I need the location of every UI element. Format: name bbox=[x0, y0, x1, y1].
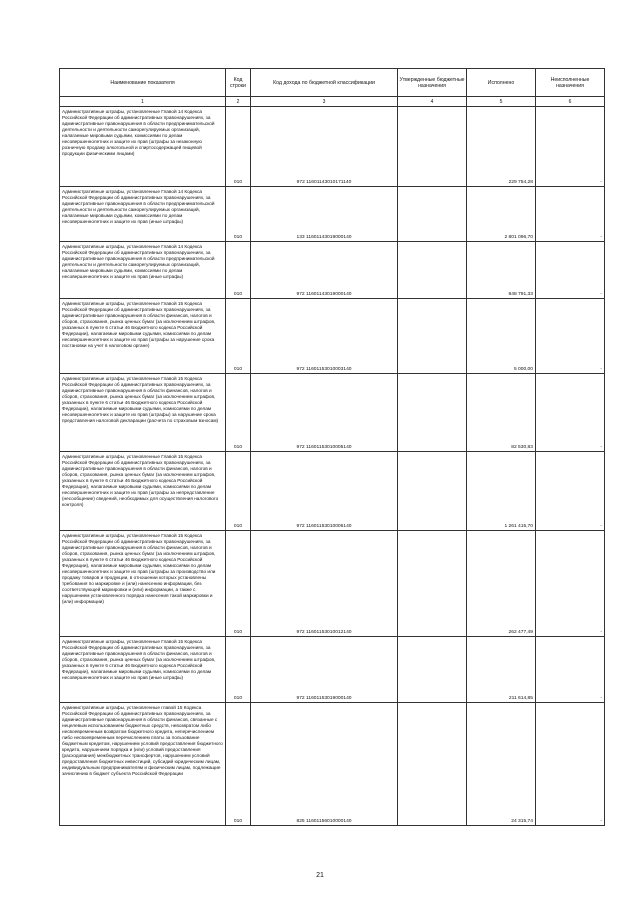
column-number: 5 bbox=[467, 97, 536, 107]
header-rest: Неисполненные назначения bbox=[536, 69, 605, 97]
indicator-name: Административные штрафы, установленные главой 15 Кодекса Российской Федерации об административных правонарушениях, за административные правонарушения в области финансов, связанные с нецелевым использованием бюджетных средств, невозвратом либо несвоевременным возвратом бюджетного кредита, неперечислением либо несвоевременным перечислением платы за пользование бюджетным кредитом, нарушением условий предоставления бюджетного кредита, нарушением порядка и (или) условий предоставления (расходования) межбюджетных трансфертов, нарушением условий предоставления бюджетных инвестиций, субсидий юридическим лицам, индивидуальным предпринимателям и физическим лицам, подлежащие зачислению в бюджет субъекта Российской Федерации bbox=[60, 703, 226, 826]
header-row bbox=[60, 69, 605, 97]
indicator-name: Административные штрафы, установленные Главой 15 Кодекса Российской Федерации об административных правонарушениях, за административные правонарушения в области финансов, налогов и сборов, страхования, рынка ценных бумаг (за исключением штрафов, указанных в пункте 6 статьи 46 Бюджетного кодекса Российской Федерации), налагаемые мировыми судьями, комиссиями по делам несовершеннолетних и защите их прав (штрафы) за нарушение срока представления налоговой декларации (расчета по страховым взносам) bbox=[60, 374, 226, 452]
indicator-name: Административные штрафы, установленные Главой 15 Кодекса Российской Федерации об административных правонарушениях, за административные правонарушения в области финансов, налогов и сборов, страхования, рынка ценных бумаг (за исключением штрафов, указанных в пункте 6 статьи 46 Бюджетного кодекса Российской Федерации), налагаемые мировыми судьями, комиссиями по делам несовершеннолетних и защите их прав (штрафы за нарушение срока постановки на учет в налоговом органе) bbox=[60, 299, 226, 374]
executed-amount: 24 315,74 bbox=[467, 703, 536, 826]
line-code: 010 bbox=[226, 531, 251, 637]
indicator-name: Административные штрафы, установленные Главой 15 Кодекса Российской Федерации об административных правонарушениях, за административные правонарушения в области финансов, налогов и сборов, страхования, рынка ценных бумаг (за исключением штрафов, указанных в пункте 6 статьи 46 Бюджетного кодекса Российской Федерации), налагаемые мировыми судьями, комиссиями по делам несовершеннолетних и защите их прав (штрафы за непредставление (несообщение) сведений, необходимых для осуществления налогового контроля) bbox=[60, 452, 226, 531]
approved-amount bbox=[398, 703, 467, 826]
header-kbk: Код дохода по бюджетной классификации bbox=[251, 69, 398, 97]
unexecuted-amount: - bbox=[536, 531, 605, 637]
table-row bbox=[60, 107, 605, 187]
table-row bbox=[60, 637, 605, 703]
header-exec: Исполнено bbox=[467, 69, 536, 97]
table-row bbox=[60, 242, 605, 299]
column-number-row bbox=[60, 97, 605, 107]
indicator-name: Административные штрафы, установленные Главой 14 Кодекса Российской Федерации об административных правонарушениях, за административные правонарушения в области предпринимательской деятельности и деятельности саморегулируемых организаций, налагаемые мировыми судьями, комиссиями по делам несовершеннолетних и защите их прав (штрафы за незаконную розничную продажу алкогольной и спиртосодержащей пищевой продукции физическими лицами) bbox=[60, 107, 226, 187]
budget-classification-code: 133 11601143019000140 bbox=[251, 187, 398, 242]
unexecuted-amount: - bbox=[536, 703, 605, 826]
budget-classification-code: 825 11601156010000140 bbox=[251, 703, 398, 826]
approved-amount bbox=[398, 374, 467, 452]
column-number: 4 bbox=[398, 97, 467, 107]
unexecuted-amount: - bbox=[536, 452, 605, 531]
indicator-name: Административные штрафы, установленные Главой 15 Кодекса Российской Федерации об административных правонарушениях, за административные правонарушения в области финансов, налогов и сборов, страхования, рынка ценных бумаг (за исключением штрафов, указанных в пункте 6 статьи 46 Бюджетного кодекса Российской Федерации), налагаемые мировыми судьями, комиссиями по делам несовершеннолетних и защите их прав (штрафы за производство или продажу товаров и продукции, в отношении которых установлены требования по маркировке и (или) нанесению информации, без соответствующей маркировки и (или) информации, а также с нарушением установленного порядка нанесения такой маркировки и (или) информации) bbox=[60, 531, 226, 637]
approved-amount bbox=[398, 637, 467, 703]
approved-amount bbox=[398, 531, 467, 637]
table-row bbox=[60, 703, 605, 826]
indicator-name: Административные штрафы, установленные Главой 14 Кодекса Российской Федерации об административных правонарушениях, за административные правонарушения в области предпринимательской деятельности и деятельности саморегулируемых организаций, налагаемые мировыми судьями, комиссиями по делам несовершеннолетних и защите их прав (иные штрафы) bbox=[60, 242, 226, 299]
table-row bbox=[60, 374, 605, 452]
approved-amount bbox=[398, 187, 467, 242]
header-code: Код строки bbox=[226, 69, 251, 97]
table-row bbox=[60, 452, 605, 531]
table-row bbox=[60, 531, 605, 637]
line-code: 010 bbox=[226, 703, 251, 826]
unexecuted-amount: - bbox=[536, 637, 605, 703]
report-table bbox=[59, 68, 605, 826]
indicator-name: Административные штрафы, установленные Главой 15 Кодекса Российской Федерации об административных правонарушениях, за административные правонарушения в области финансов, налогов и сборов, страхования, рынка ценных бумаг (за исключением штрафов, указанных в пункте 6 статьи 46 Бюджетного кодекса Российской Федерации), налагаемые мировыми судьями, комиссиями по делам несовершеннолетних и защите их прав (иные штрафы) bbox=[60, 637, 226, 703]
executed-amount: 848 791,33 bbox=[467, 242, 536, 299]
line-code: 010 bbox=[226, 242, 251, 299]
approved-amount bbox=[398, 452, 467, 531]
budget-classification-code: 972 11601153010003140 bbox=[251, 299, 398, 374]
budget-classification-code: 972 11601143010171140 bbox=[251, 107, 398, 187]
budget-classification-code: 972 11601153010006140 bbox=[251, 452, 398, 531]
table-row bbox=[60, 187, 605, 242]
executed-amount: 229 754,28 bbox=[467, 107, 536, 187]
executed-amount: 5 000,00 bbox=[467, 299, 536, 374]
unexecuted-amount: - bbox=[536, 107, 605, 187]
executed-amount: 1 261 415,70 bbox=[467, 452, 536, 531]
budget-classification-code: 972 11601153010005140 bbox=[251, 374, 398, 452]
line-code: 010 bbox=[226, 299, 251, 374]
executed-amount: 262 477,49 bbox=[467, 531, 536, 637]
line-code: 010 bbox=[226, 374, 251, 452]
executed-amount: 82 530,83 bbox=[467, 374, 536, 452]
unexecuted-amount: - bbox=[536, 374, 605, 452]
line-code: 010 bbox=[226, 187, 251, 242]
column-number: 2 bbox=[226, 97, 251, 107]
line-code: 010 bbox=[226, 452, 251, 531]
header-plan: Утвержденные бюджетные назначения bbox=[398, 69, 467, 97]
approved-amount bbox=[398, 242, 467, 299]
table-row bbox=[60, 299, 605, 374]
column-number: 3 bbox=[251, 97, 398, 107]
unexecuted-amount: - bbox=[536, 242, 605, 299]
approved-amount bbox=[398, 299, 467, 374]
executed-amount: 2 801 096,70 bbox=[467, 187, 536, 242]
line-code: 010 bbox=[226, 637, 251, 703]
budget-classification-code: 972 11601143019000140 bbox=[251, 242, 398, 299]
executed-amount: 211 614,85 bbox=[467, 637, 536, 703]
indicator-name: Административные штрафы, установленные Главой 14 Кодекса Российской Федерации об административных правонарушениях, за административные правонарушения в области предпринимательской деятельности и деятельности саморегулируемых организаций, налагаемые мировыми судьями, комиссиями по делам несовершеннолетних и защите их прав (иные штрафы) bbox=[60, 187, 226, 242]
line-code: 010 bbox=[226, 107, 251, 187]
column-number: 6 bbox=[536, 97, 605, 107]
page-number: 21 bbox=[316, 872, 324, 879]
approved-amount bbox=[398, 107, 467, 187]
unexecuted-amount: - bbox=[536, 187, 605, 242]
budget-classification-code: 972 11601153010012140 bbox=[251, 531, 398, 637]
header-name: Наименование показателя bbox=[60, 69, 226, 97]
column-number: 1 bbox=[60, 97, 226, 107]
unexecuted-amount: - bbox=[536, 299, 605, 374]
budget-classification-code: 972 11601153019000140 bbox=[251, 637, 398, 703]
